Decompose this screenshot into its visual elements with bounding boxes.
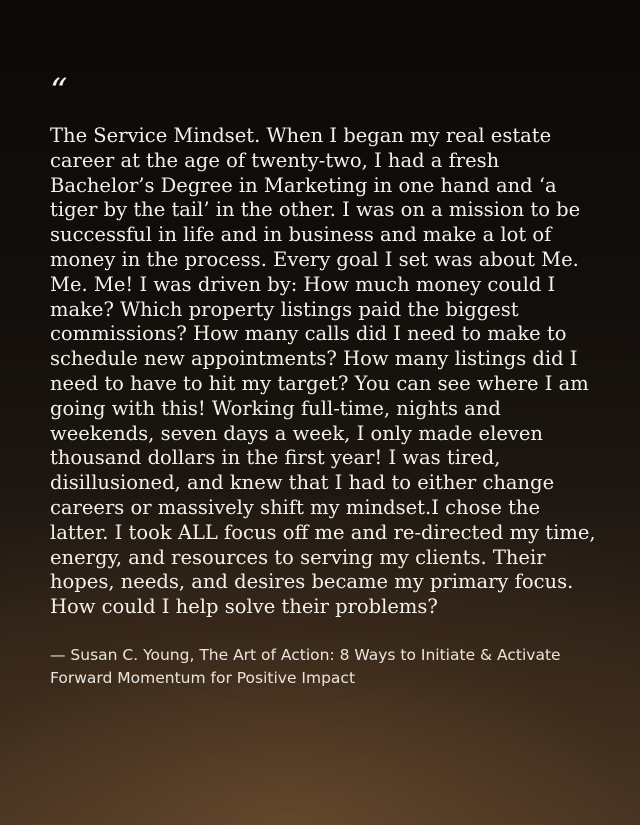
quote-card <box>50 72 598 690</box>
quote-attribution: — Susan C. Young, The Art of Action: 8 Ways to Initiate & Activate Forward Momentum for Positive Impact <box>50 645 561 687</box>
quote-text: The Service Mindset. When I began my real estate career at the age of twenty-two, I had a fresh Bachelor’s Degree in Marketing in one hand and ‘a tiger by the tail’ in the other. I was on a mission to be successful in life and in business and make a lot of money in the process. Every goal I set was about Me. Me. Me! I was driven by: How much money could I make? Which property listings paid the biggest commissions? How many calls did I need to make to schedule new appointments? How many listings did I need to have to hit my target? You can see where I am going with this! Working full-time, nights and weekends, seven days a week, I only made eleven thousand dollars in the first year! I was tired, disillusioned, and knew that I had to either change careers or massively shift my mindset.I chose the latter. I took ALL focus off me and re-directed my time, energy, and resources to serving my clients. Their hopes, needs, and desires became my primary focus. How could I help solve their problems? <box>50 124 596 619</box>
quote-mark-icon: “ <box>50 71 68 111</box>
